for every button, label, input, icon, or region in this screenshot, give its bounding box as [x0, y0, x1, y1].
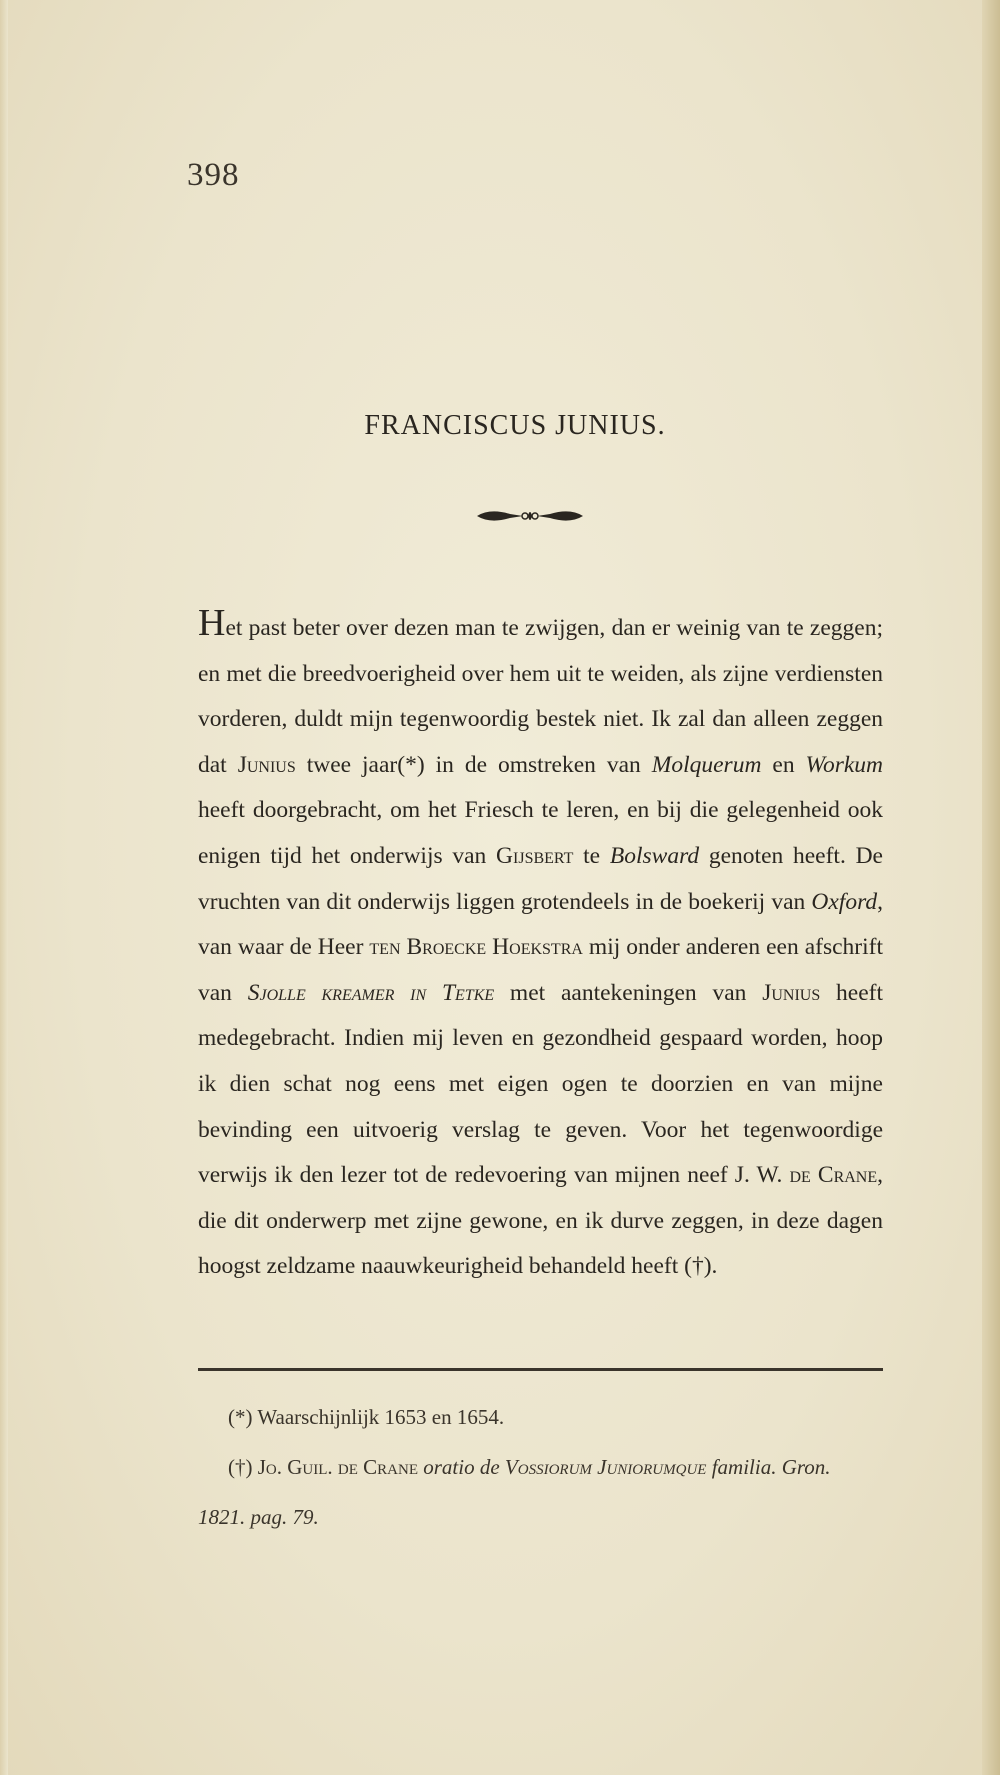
body-text-run: met aantekeningen van [494, 979, 763, 1006]
footnote-2-run: (†) [228, 1455, 258, 1479]
body-text-run: en [761, 751, 806, 778]
body-text-run: twee jaar(*) in de omstreken van [295, 751, 652, 778]
chapter-title: FRANCISCUS JUNIUS. [364, 410, 666, 441]
footnote-1 [198, 1392, 883, 1442]
page-left-edge [0, 0, 8, 1775]
footnotes [198, 1392, 883, 1542]
body-text-run: , van waar de Heer [198, 888, 883, 961]
body-text-run: Sjolle kreamer in Tetke [247, 979, 495, 1006]
body-text-run: heeft medegebracht. Indien mij leven en gezondheid gespaard worden, hoop ik dien schat nog eens met eigen ogen te doorzien en van mijne bevinding een uitvoerig verslag te geven. Voor het tegenwoordige verwijs ik den lezer tot de redevoering van mijnen neef J. W. [198, 979, 883, 1189]
body-text-run: Molquerum [651, 751, 762, 778]
footnote-2-run: Vossiorum Juniorumque [504, 1455, 707, 1479]
body-text-run: Junius [237, 751, 296, 778]
ornament-divider-icon [475, 505, 585, 527]
body-text-run: Oxford [811, 888, 878, 915]
footnote-2-run: familia. Gron. 1821. pag. 79. [198, 1455, 831, 1529]
footnote-2-run: oratio de [423, 1455, 505, 1479]
body-text-run: Workum [805, 751, 884, 778]
footnote-1-run: (*) Waarschijnlijk 1653 en 1654. [228, 1405, 505, 1429]
body-text-run: te [573, 842, 610, 869]
page-number: 398 [187, 157, 240, 193]
body-text-run: ten Broecke Hoekstra [369, 934, 583, 961]
footnote-2 [198, 1442, 883, 1542]
body-paragraph [198, 604, 883, 1290]
body-text-run: Gijsbert [496, 842, 574, 869]
body-text-run: et past beter over dezen man te zwijgen, dan er weinig van te zeggen; en met die breedvoerigheid over hem uit te weiden, als zijne verdiensten vorderen, duldt mijn tegenwoordig bestek niet. Ik zal dan alleen zeggen dat [198, 615, 883, 778]
body-text-run: Junius [762, 979, 821, 1006]
body-text-run: Bolsward [609, 842, 700, 869]
body-text-run: H [198, 602, 226, 644]
body-text-run: heeft doorgebracht, om het Friesch te leren, en bij die gelegenheid ook enigen tijd het onderwijs van [198, 797, 883, 869]
footnote-rule [198, 1368, 883, 1371]
page-right-edge [982, 0, 1000, 1775]
body-text-run: mij onder anderen een afschrift van [198, 934, 883, 1006]
body-text-run: de Crane [789, 1162, 878, 1189]
body-text-run: , die dit onderwerp met zijne gewone, en ik durve zeggen, in deze dagen hoogst zeldzame naauwkeurigheid behandeld heeft (†). [198, 1162, 884, 1280]
footnote-2-run: Jo. Guil. de Crane [257, 1455, 418, 1479]
body-text-run: genoten heeft. De vruchten van dit onderwijs liggen grotendeels in de boekerij van [198, 842, 883, 915]
